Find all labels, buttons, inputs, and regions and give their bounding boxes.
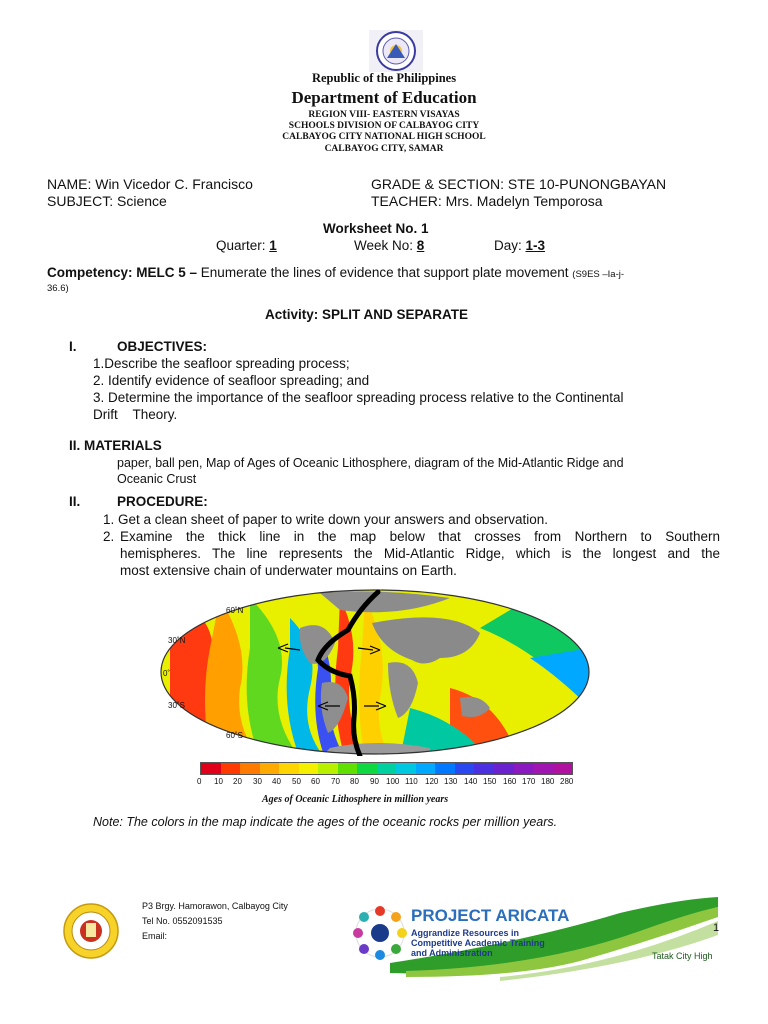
objective-item: Drift Theory. (93, 407, 178, 422)
scale-tick: 130 (444, 777, 458, 786)
scale-tick: 140 (464, 777, 478, 786)
scale-swatch (357, 763, 377, 774)
project-tagline (411, 928, 545, 958)
scale-swatch (279, 763, 299, 774)
scale-tick: 120 (425, 777, 439, 786)
scale-swatch (240, 763, 260, 774)
scale-tick: 180 (541, 777, 555, 786)
scale-swatch (299, 763, 319, 774)
scale-tick-labels (192, 777, 579, 787)
procedure-step-1: 1. Get a clean sheet of paper to write down your answers and observation. (103, 512, 549, 527)
scale-swatch (416, 763, 436, 774)
worksheet-title: Worksheet No. 1 (323, 221, 429, 236)
project-title: PROJECT ARICATA (411, 906, 570, 925)
student-grade: GRADE & SECTION: STE 10-PUNONGBAYAN (371, 176, 667, 192)
footer-address: P3 Brgy. Hamorawon, Calbayog City (142, 901, 288, 911)
scale-tick: 160 (503, 777, 517, 786)
lat-label-30n: 30˚N (168, 636, 186, 645)
scale-swatch (396, 763, 416, 774)
scale-swatch (260, 763, 280, 774)
scale-swatch (474, 763, 494, 774)
scale-tick: 30 (253, 777, 262, 786)
competency-code-cont: 36.6) (47, 283, 69, 294)
student-name: NAME: Win Vicedor C. Francisco (47, 176, 253, 192)
map-note: Note: The colors in the map indicate the ages of the oceanic rocks per million years. (93, 815, 558, 829)
ocean-age-map (150, 588, 600, 756)
scale-tick: 80 (350, 777, 359, 786)
header-republic: Republic of the Philippines (311, 71, 457, 85)
tagline-line: Competitive Academic Training (411, 938, 545, 948)
scale-swatch (455, 763, 475, 774)
tagline-line: and Administration (411, 948, 493, 958)
scale-swatch (221, 763, 241, 774)
quarter-value: 1 (269, 238, 277, 253)
header-city: CALBAYOG CITY, SAMAR (324, 144, 444, 154)
scale-swatch (514, 763, 534, 774)
objectives-number: I. (69, 339, 77, 354)
procedure-heading: PROCEDURE: (117, 494, 208, 509)
quarter-field (216, 238, 277, 253)
procedure-step-2-line: hemispheres. The line represents the Mid-Atlantic Ridge, which is the longest and the (120, 546, 720, 561)
objective-item: 1.Describe the seafloor spreading process; (93, 356, 350, 371)
scale-tick: 150 (483, 777, 497, 786)
procedure-step-2-line: Examine the thick line in the map below that crosses from Northern to Southern (120, 529, 720, 544)
scale-swatch (553, 763, 573, 774)
competency-text: Enumerate the lines of evidence that support plate movement (200, 265, 569, 280)
procedure-number: II. (69, 494, 81, 509)
scale-swatch (494, 763, 514, 774)
quarter-label: Quarter: (216, 238, 266, 253)
map-caption: Ages of Oceanic Lithosphere in million years (262, 794, 449, 805)
header-department: Department of Education (291, 88, 477, 107)
project-slogan: Tatak City High (652, 951, 713, 961)
tagline-line: Aggrandize Resources in (411, 928, 520, 938)
week-value: 8 (416, 238, 425, 253)
competency-label: Competency: MELC 5 – (47, 265, 198, 280)
activity-title: Activity: SPLIT AND SEPARATE (265, 307, 469, 322)
scale-tick: 280 (560, 777, 574, 786)
scale-tick: 110 (405, 777, 418, 786)
lat-label-60s: 60˚S (226, 731, 243, 740)
procedure-step-2-number: 2. (103, 529, 115, 544)
procedure-step-2-line: most extensive chain of underwater mountains on Earth. (120, 563, 457, 578)
day-field (494, 238, 545, 253)
page-number: 1 (713, 922, 720, 934)
competency-line (47, 265, 737, 280)
objective-item: 3. Determine the importance of the seafloor spreading process relative to the Continental (93, 390, 624, 405)
footer-tel: Tel No. 0552091535 (142, 916, 223, 926)
scale-tick: 100 (386, 777, 400, 786)
footer-email-label: Email: (142, 931, 168, 941)
student-teacher: TEACHER: Mrs. Madelyn Temporosa (371, 193, 603, 209)
header-school: CALBAYOG CITY NATIONAL HIGH SCHOOL (282, 132, 486, 142)
day-label: Day: (494, 238, 522, 253)
lat-label-60n: 60˚N (226, 606, 244, 615)
lat-label-30s: 30˚S (168, 701, 185, 710)
scale-swatch (533, 763, 553, 774)
scale-tick: 0 (197, 777, 202, 786)
scale-tick: 20 (233, 777, 242, 786)
header-region: REGION VIII- EASTERN VISAYAS (308, 110, 460, 120)
materials-text: paper, ball pen, Map of Ages of Oceanic Lithosphere, diagram of the Mid-Atlantic Ridge and (117, 456, 624, 470)
lat-label-0: 0˚ (163, 669, 171, 678)
scale-tick: 170 (522, 777, 536, 786)
day-value: 1-3 (525, 238, 546, 253)
scale-tick: 70 (331, 777, 340, 786)
materials-text-cont: Oceanic Crust (117, 472, 197, 486)
age-color-scale (200, 762, 573, 775)
scale-swatch (318, 763, 338, 774)
scale-tick: 90 (370, 777, 379, 786)
scale-swatch (377, 763, 397, 774)
scale-swatch (201, 763, 221, 774)
week-field (354, 238, 424, 253)
competency-code: (S9ES –Ia-j- (572, 269, 625, 280)
objective-item: 2. Identify evidence of seafloor spreading; and (93, 373, 370, 388)
student-subject: SUBJECT: Science (47, 193, 167, 209)
materials-heading: II. MATERIALS (69, 438, 162, 453)
school-seal (58, 901, 124, 961)
scale-tick: 10 (214, 777, 223, 786)
scale-swatch (435, 763, 455, 774)
scale-swatch (338, 763, 358, 774)
header-division: SCHOOLS DIVISION OF CALBAYOG CITY (288, 121, 480, 131)
scale-tick: 60 (311, 777, 320, 786)
scale-tick: 50 (292, 777, 301, 786)
week-label: Week No: (354, 238, 414, 253)
deped-seal (365, 28, 427, 74)
objectives-heading: OBJECTIVES: (117, 339, 208, 354)
scale-tick: 40 (272, 777, 281, 786)
